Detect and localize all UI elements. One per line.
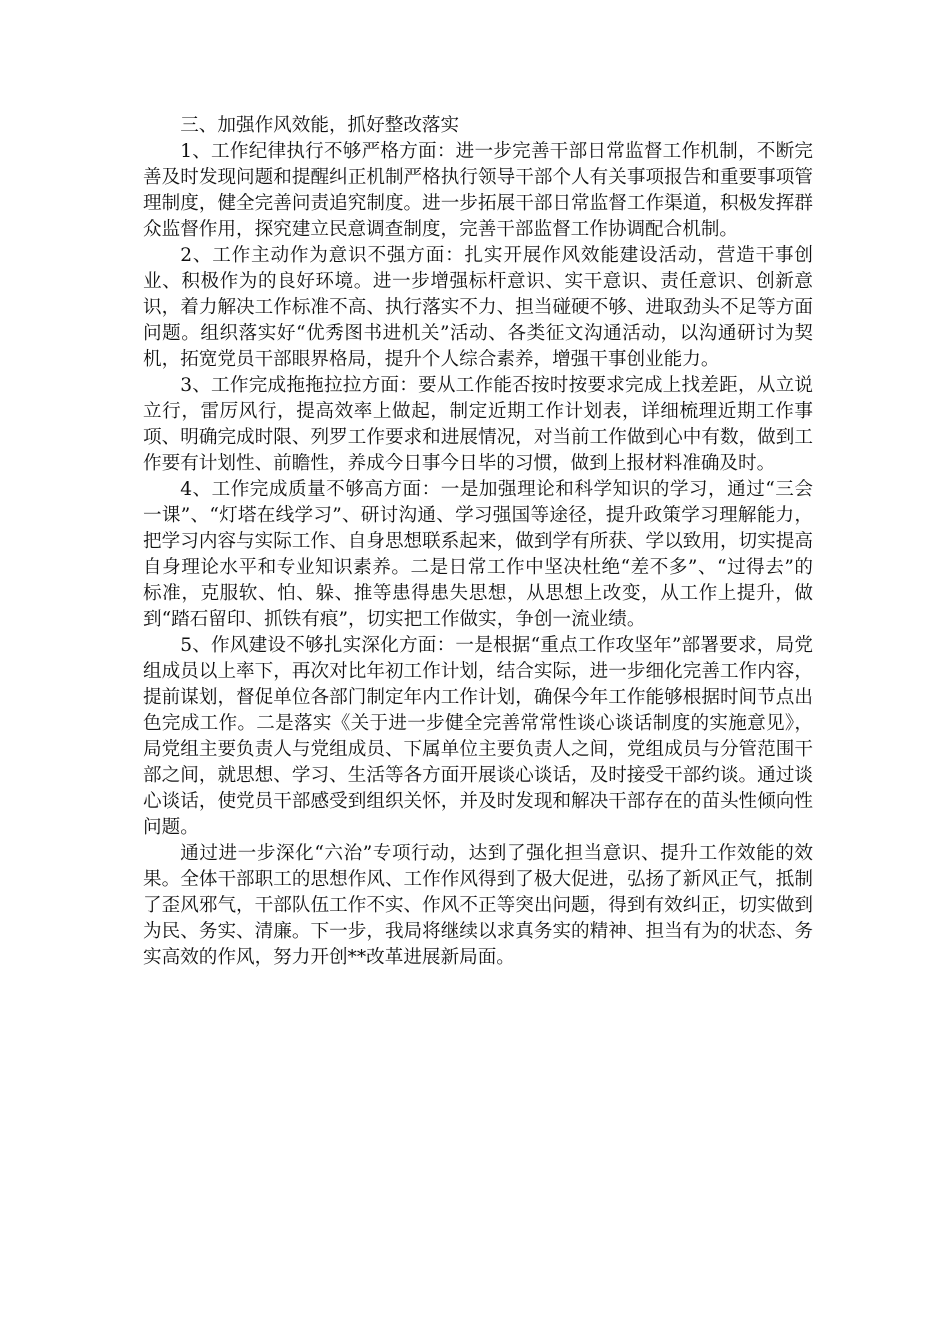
paragraph-conclusion: 通过进一步深化“六治”专项行动，达到了强化担当意识、提升工作效能的效果。全体干部职工的思想作风、工作作风得到了极大促进，弘扬了新风正气，抵制了歪风邪气，干部队伍工作不实、作风不正等突出问题，得到有效纠正，切实做到为民、务实、清廉。下一步，我局将继续以求真务实的精神、担当有为的状态、务实高效的作风，努力开创**改革进展新局面。	[143, 843, 813, 968]
paragraph-work-discipline: 1、工作纪律执行不够严格方面：进一步完善干部日常监督工作机制，不断完善及时发现问题和提醒纠正机制严格执行领导干部个人有关事项报告和重要事项管理制度，健全完善问责追究制度。进一步拓展干部日常监督工作渠道，积极发挥群众监督作用，探究建立民意调查制度，完善干部监督工作协调配合机制。	[143, 141, 813, 240]
paragraph-work-quality: 4、工作完成质量不够高方面：一是加强理论和科学知识的学习，通过“三会一课”、“灯塔在线学习”、研讨沟通、学习强国等途径，提升政策学习理解能力，把学习内容与实际工作、自身思想联系起来，做到学有所获、学以致用，切实提高自身理论水平和专业知识素养。二是日常工作中坚决杜绝“差不多”、“过得去”的标准，克服软、怕、躲、推等患得患失思想，从思想上改变，从工作上提升，做到“踏石留印、抓铁有痕”，切实把工作做实，争创一流业绩。	[143, 479, 813, 630]
paragraph-initiative: 2、工作主动作为意识不强方面：扎实开展作风效能建设活动，营造干事创业、积极作为的良好环境。进一步增强标杆意识、实干意识、责任意识、创新意识，着力解决工作标准不高、执行落实不力、担当碰硬不够、进取劲头不足等方面问题。组织落实好“优秀图书进机关”活动、各类征文沟通活动，以沟通研讨为契机，拓宽党员干部眼界格局，提升个人综合素养，增强干事创业能力。	[143, 245, 813, 370]
paragraph-procrastination: 3、工作完成拖拖拉拉方面：要从工作能否按时按要求完成上找差距，从立说立行，雷厉风行，提高效率上做起，制定近期工作计划表，详细梳理近期工作事项、明确完成时限、列罗工作要求和进展情况，对当前工作做到心中有数，做到工作要有计划性、前瞻性，养成今日事今日毕的习惯，做到上报材料准确及时。	[143, 375, 813, 474]
document-body	[143, 113, 813, 971]
paragraph-work-style: 5、作风建设不够扎实深化方面：一是根据“重点工作攻坚年”部署要求，局党组成员以上率下，再次对比年初工作计划，结合实际，进一步细化完善工作内容，提前谋划，督促单位各部门制定年内工作计划，确保今年工作能够根据时间节点出色完成工作。二是落实《关于进一步健全完善常常性谈心谈话制度的实施意见》，局党组主要负责人与党组成员、下属单位主要负责人之间，党组成员与分管范围干部之间，就思想、学习、生活等各方面开展谈心谈话，及时接受干部约谈。通过谈心谈话，使党员干部感受到组织关怀，并及时发现和解决干部存在的苗头性倾向性问题。	[143, 635, 813, 838]
section-heading: 三、加强作风效能，抓好整改落实	[180, 115, 460, 136]
